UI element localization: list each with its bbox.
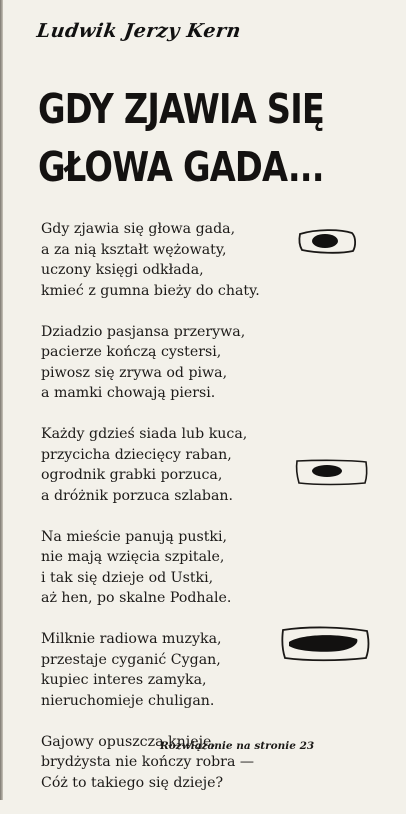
poem-title — [38, 80, 324, 196]
snake-head-doodle-1 — [296, 226, 358, 256]
snake-head-icon — [296, 226, 358, 256]
poem-line: Cóż to takiego się dzieje? — [41, 774, 224, 791]
poem-body — [41, 219, 308, 814]
poem-line: przestaje cyganić Cygan, — [41, 651, 221, 668]
poem-line: aż hen, po skalne Podhale. — [41, 590, 232, 606]
title-line-2: GŁOWA GADA... — [38, 143, 324, 191]
snake-head-doodle-3 — [279, 624, 371, 664]
title-line-1: GDY ZJAWIA SIĘ — [38, 85, 325, 133]
poem-line: nie mają wzięcia szpitale, — [41, 549, 225, 565]
author-byline: Ludwik Jerzy Kern — [35, 20, 243, 42]
poem-line: przycicha dziecięcy raban, — [41, 446, 232, 463]
poem-line: Dziadzio pasjansa przerywa, — [41, 323, 246, 340]
poem-line: a dróżnik porzuca szlaban. — [41, 487, 234, 504]
poem-line: Milknie radiowa muzyka, — [41, 631, 222, 647]
stanza-4 — [41, 527, 308, 609]
poem-line: Gajowy opuszcza knieje, — [41, 733, 216, 750]
poem-line: Każdy gdzieś siada lub kuca, — [41, 426, 248, 442]
poem-line: i tak się dzieje od Ustki, — [41, 569, 214, 586]
stanza-5 — [41, 629, 308, 711]
snake-head-icon — [294, 456, 370, 488]
poem-line: Na mieście panują pustki, — [41, 528, 228, 545]
page-edge — [0, 0, 3, 800]
poem-line: uczony księgi odkłada, — [41, 262, 204, 278]
poem-line: ogrodnik grabki porzuca, — [41, 467, 223, 483]
stanza-2 — [41, 322, 308, 404]
stanza-3 — [41, 424, 308, 506]
poem-line: kmieć z gumna bieży do chaty. — [41, 282, 260, 299]
poem-line: pacierze kończą cystersi, — [41, 344, 222, 360]
poem-line: Gdy zjawia się głowa gada, — [41, 221, 236, 237]
poem-line: piwosz się zrywa od piwa, — [41, 364, 228, 381]
poem-line: a za nią kształt wężowaty, — [41, 241, 227, 258]
snake-head-doodle-2 — [294, 456, 370, 488]
snake-head-icon — [279, 624, 371, 664]
solution-note: Rozwiązanie na stronie 23 — [160, 740, 315, 752]
stanza-1 — [41, 219, 308, 301]
poem-line: nieruchomieje chuligan. — [41, 692, 215, 709]
poem-line: kupiec interes zamyka, — [41, 672, 207, 688]
poem-line: a mamki chowają piersi. — [41, 385, 216, 401]
poem-line: brydżysta nie kończy robra — — [41, 754, 255, 770]
